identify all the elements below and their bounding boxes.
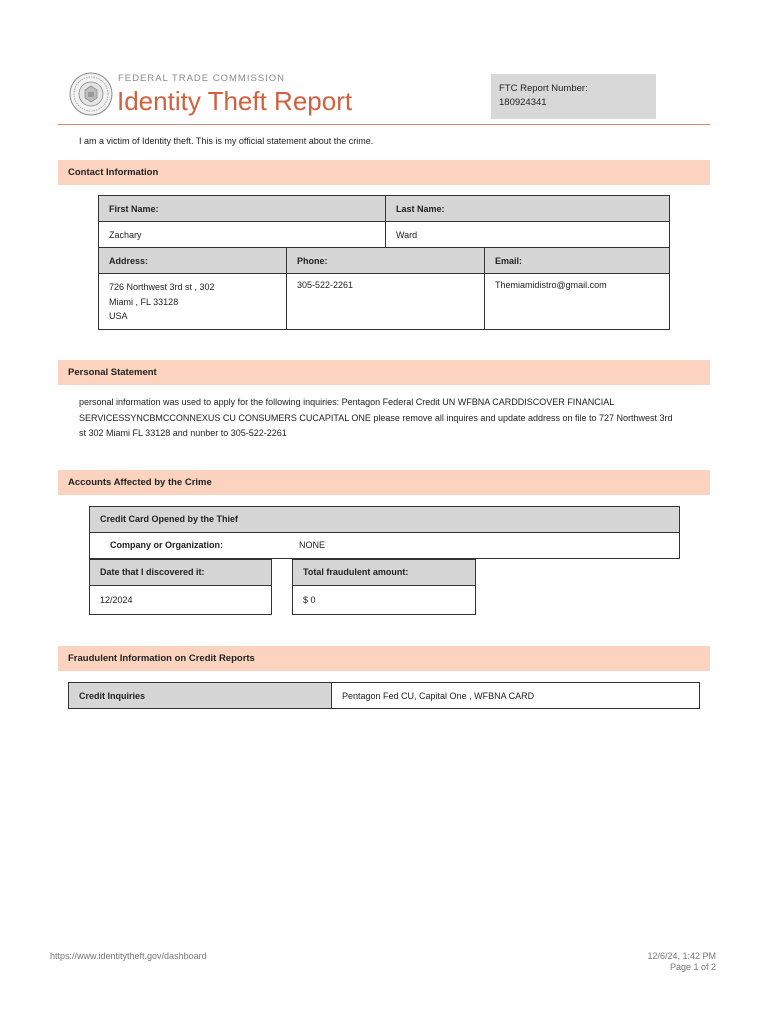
personal-statement-text: personal information was used to apply for the following inquiries: Pentagon Federal Credit UN WFBNA CARDDISCOVER FINANCIAL SERVICESSYNCBMCCONNEXUS CU CONSUMERS CUCAPITAL ONE please remove all inquires and update address on file to 727 Northwest 3rd st 302 Miami FL 33128 and nunber to 305-522-2261 xyxy=(79,397,673,438)
first-name-label: First Name: xyxy=(99,196,386,222)
phone-label: Phone: xyxy=(287,248,485,274)
footer-url: https://www.identitytheft.gov/dashboard xyxy=(50,951,207,961)
credit-inquiries-value: Pentagon Fed CU, Capital One , WFBNA CARD xyxy=(332,683,700,709)
address-line-3: USA xyxy=(109,311,128,321)
address-line-2: Miami , FL 33128 xyxy=(109,296,179,307)
credit-inquiries-table xyxy=(68,682,700,709)
footer-page-number: Page 1 of 2 xyxy=(669,962,716,972)
fraud-amount-label: Total fraudulent amount: xyxy=(292,559,476,586)
first-name-value: Zachary xyxy=(99,222,386,248)
address-value xyxy=(99,274,287,330)
last-name-value: Ward xyxy=(386,222,670,248)
company-value: NONE xyxy=(299,540,326,550)
company-label: Company or Organization: xyxy=(110,540,224,550)
address-line-1: 726 Northwest 3rd st , 302 xyxy=(109,282,215,292)
fraud-amount-value: $ 0 xyxy=(292,585,476,615)
section-contact-information: Contact Information xyxy=(58,160,710,185)
intro-statement: I am a victim of Identity theft. This is my official statement about the crime. xyxy=(79,136,374,146)
footer-datetime: 12/6/24, 1:42 PM xyxy=(647,951,716,961)
section-fraudulent-information: Fraudulent Information on Credit Reports xyxy=(58,646,710,671)
report-number: 180924341 xyxy=(499,97,547,108)
footer-meta xyxy=(647,951,716,973)
contact-details-table xyxy=(98,247,670,330)
last-name-label: Last Name: xyxy=(386,196,670,222)
header-divider xyxy=(58,124,710,125)
agency-name: FEDERAL TRADE COMMISSION xyxy=(118,73,286,84)
contact-name-table xyxy=(98,195,670,248)
section-accounts-affected: Accounts Affected by the Crime xyxy=(58,470,710,495)
report-number-box xyxy=(491,74,656,119)
date-discovered-label: Date that I discovered it: xyxy=(89,559,272,586)
email-label: Email: xyxy=(485,248,670,274)
credit-card-header: Credit Card Opened by the Thief xyxy=(89,506,680,533)
date-discovered-value: 12/2024 xyxy=(89,585,272,615)
section-personal-statement: Personal Statement xyxy=(58,360,710,385)
ftc-seal-icon xyxy=(69,72,113,116)
report-number-label: FTC Report Number: xyxy=(499,83,588,94)
company-row xyxy=(89,532,680,559)
address-label: Address: xyxy=(99,248,287,274)
credit-inquiries-label: Credit Inquiries xyxy=(69,683,332,709)
email-value: Themiamidistro@gmail.com xyxy=(485,274,670,330)
phone-value: 305-522-2261 xyxy=(287,274,485,330)
page-title: Identity Theft Report xyxy=(117,86,353,116)
